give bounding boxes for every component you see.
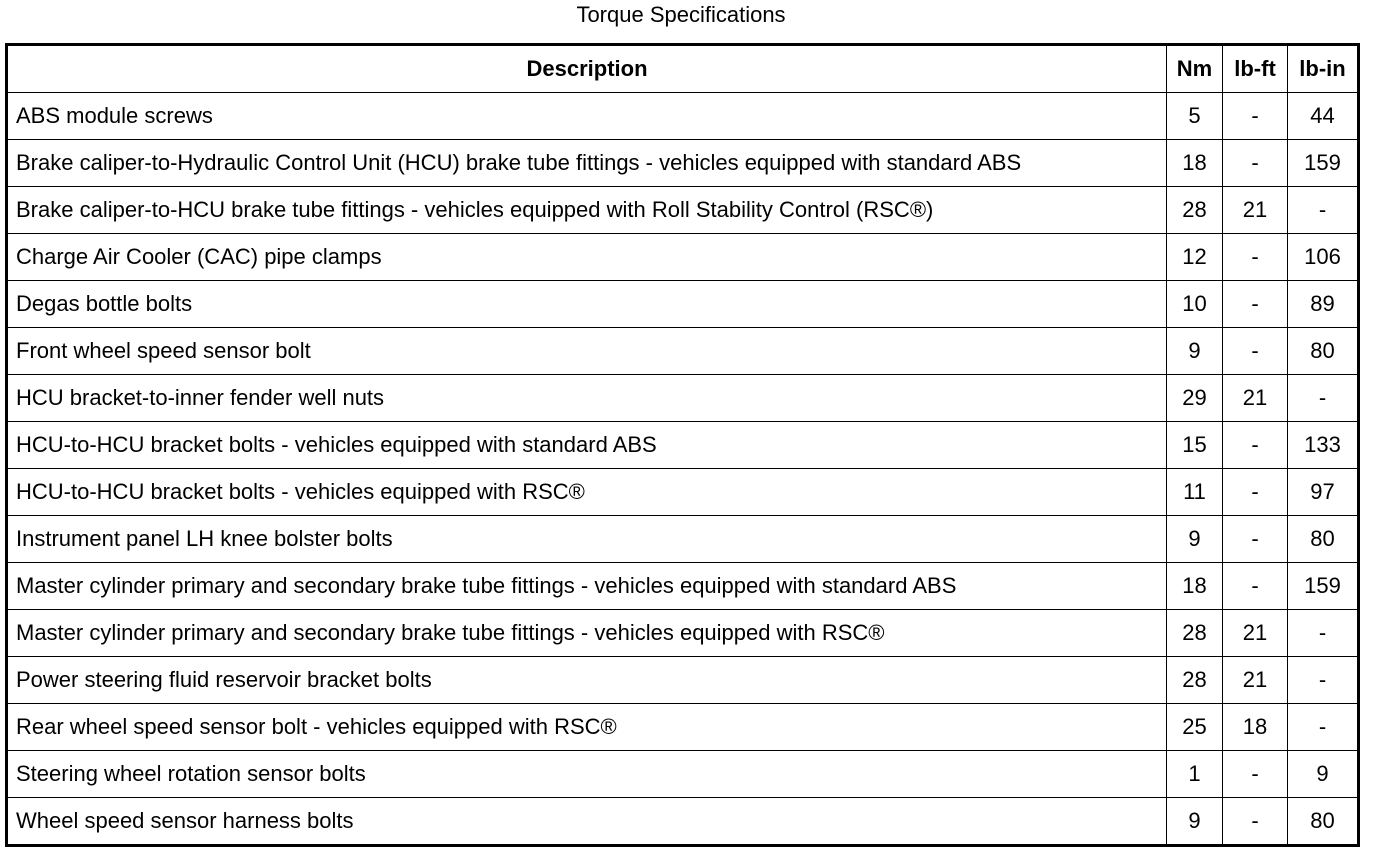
table-row xyxy=(7,93,1359,140)
table-row xyxy=(7,610,1359,657)
cell-lbft: - xyxy=(1223,751,1288,798)
cell-lbin: - xyxy=(1288,610,1359,657)
cell-nm: 11 xyxy=(1167,469,1223,516)
cell-description: Wheel speed sensor harness bolts xyxy=(7,798,1167,846)
cell-lbin: 159 xyxy=(1288,563,1359,610)
header-lbft: lb-ft xyxy=(1223,45,1288,93)
cell-description: Rear wheel speed sensor bolt - vehicles equipped with RSC® xyxy=(7,704,1167,751)
cell-description: Charge Air Cooler (CAC) pipe clamps xyxy=(7,234,1167,281)
cell-nm: 9 xyxy=(1167,328,1223,375)
cell-nm: 12 xyxy=(1167,234,1223,281)
cell-nm: 10 xyxy=(1167,281,1223,328)
cell-lbft: - xyxy=(1223,281,1288,328)
cell-lbin: - xyxy=(1288,657,1359,704)
cell-description: HCU-to-HCU bracket bolts - vehicles equipped with standard ABS xyxy=(7,422,1167,469)
cell-lbin: 106 xyxy=(1288,234,1359,281)
cell-lbft: - xyxy=(1223,234,1288,281)
cell-nm: 9 xyxy=(1167,798,1223,846)
cell-description: Brake caliper-to-HCU brake tube fittings - vehicles equipped with Roll Stability Control (RSC®) xyxy=(7,187,1167,234)
cell-lbin: - xyxy=(1288,375,1359,422)
cell-lbin: 80 xyxy=(1288,516,1359,563)
cell-lbin: 97 xyxy=(1288,469,1359,516)
cell-nm: 18 xyxy=(1167,140,1223,187)
table-row xyxy=(7,798,1359,846)
cell-lbin: 80 xyxy=(1288,328,1359,375)
table-row xyxy=(7,516,1359,563)
cell-lbin: 133 xyxy=(1288,422,1359,469)
cell-lbft: - xyxy=(1223,93,1288,140)
cell-lbft: 21 xyxy=(1223,610,1288,657)
cell-lbin: 89 xyxy=(1288,281,1359,328)
cell-nm: 18 xyxy=(1167,563,1223,610)
cell-lbft: 21 xyxy=(1223,657,1288,704)
cell-nm: 9 xyxy=(1167,516,1223,563)
cell-description: Degas bottle bolts xyxy=(7,281,1167,328)
cell-lbft: - xyxy=(1223,798,1288,846)
cell-nm: 15 xyxy=(1167,422,1223,469)
cell-lbft: 21 xyxy=(1223,375,1288,422)
cell-description: Brake caliper-to-Hydraulic Control Unit (HCU) brake tube fittings - vehicles equipped with standard ABS xyxy=(7,140,1167,187)
cell-lbin: 9 xyxy=(1288,751,1359,798)
torque-spec-table xyxy=(5,43,1360,847)
cell-description: Steering wheel rotation sensor bolts xyxy=(7,751,1167,798)
cell-nm: 28 xyxy=(1167,657,1223,704)
header-nm: Nm xyxy=(1167,45,1223,93)
header-description: Description xyxy=(7,45,1167,93)
cell-description: HCU-to-HCU bracket bolts - vehicles equipped with RSC® xyxy=(7,469,1167,516)
table-row xyxy=(7,751,1359,798)
table-row xyxy=(7,563,1359,610)
table-row xyxy=(7,140,1359,187)
cell-description: Power steering fluid reservoir bracket bolts xyxy=(7,657,1167,704)
cell-lbft: - xyxy=(1223,563,1288,610)
table-row xyxy=(7,328,1359,375)
cell-description: HCU bracket-to-inner fender well nuts xyxy=(7,375,1167,422)
cell-lbft: - xyxy=(1223,328,1288,375)
cell-description: ABS module screws xyxy=(7,93,1167,140)
table-row xyxy=(7,281,1359,328)
page-title: Torque Specifications xyxy=(576,2,786,27)
cell-lbin: 159 xyxy=(1288,140,1359,187)
table-row xyxy=(7,704,1359,751)
cell-nm: 29 xyxy=(1167,375,1223,422)
table-row xyxy=(7,375,1359,422)
cell-lbin: 80 xyxy=(1288,798,1359,846)
cell-nm: 1 xyxy=(1167,751,1223,798)
cell-description: Master cylinder primary and secondary brake tube fittings - vehicles equipped with RSC® xyxy=(7,610,1167,657)
table-header-row xyxy=(7,45,1359,93)
cell-lbin: - xyxy=(1288,187,1359,234)
cell-lbft: 21 xyxy=(1223,187,1288,234)
cell-nm: 28 xyxy=(1167,187,1223,234)
cell-nm: 28 xyxy=(1167,610,1223,657)
cell-description: Instrument panel LH knee bolster bolts xyxy=(7,516,1167,563)
cell-description: Front wheel speed sensor bolt xyxy=(7,328,1167,375)
cell-nm: 25 xyxy=(1167,704,1223,751)
header-lbin: lb-in xyxy=(1288,45,1359,93)
table-row xyxy=(7,422,1359,469)
cell-lbft: - xyxy=(1223,469,1288,516)
table-row xyxy=(7,657,1359,704)
cell-description: Master cylinder primary and secondary brake tube fittings - vehicles equipped with standard ABS xyxy=(7,563,1167,610)
cell-lbin: 44 xyxy=(1288,93,1359,140)
table-row xyxy=(7,187,1359,234)
table-row xyxy=(7,469,1359,516)
table-row xyxy=(7,234,1359,281)
cell-lbin: - xyxy=(1288,704,1359,751)
cell-nm: 5 xyxy=(1167,93,1223,140)
cell-lbft: - xyxy=(1223,516,1288,563)
cell-lbft: - xyxy=(1223,422,1288,469)
cell-lbft: 18 xyxy=(1223,704,1288,751)
cell-lbft: - xyxy=(1223,140,1288,187)
